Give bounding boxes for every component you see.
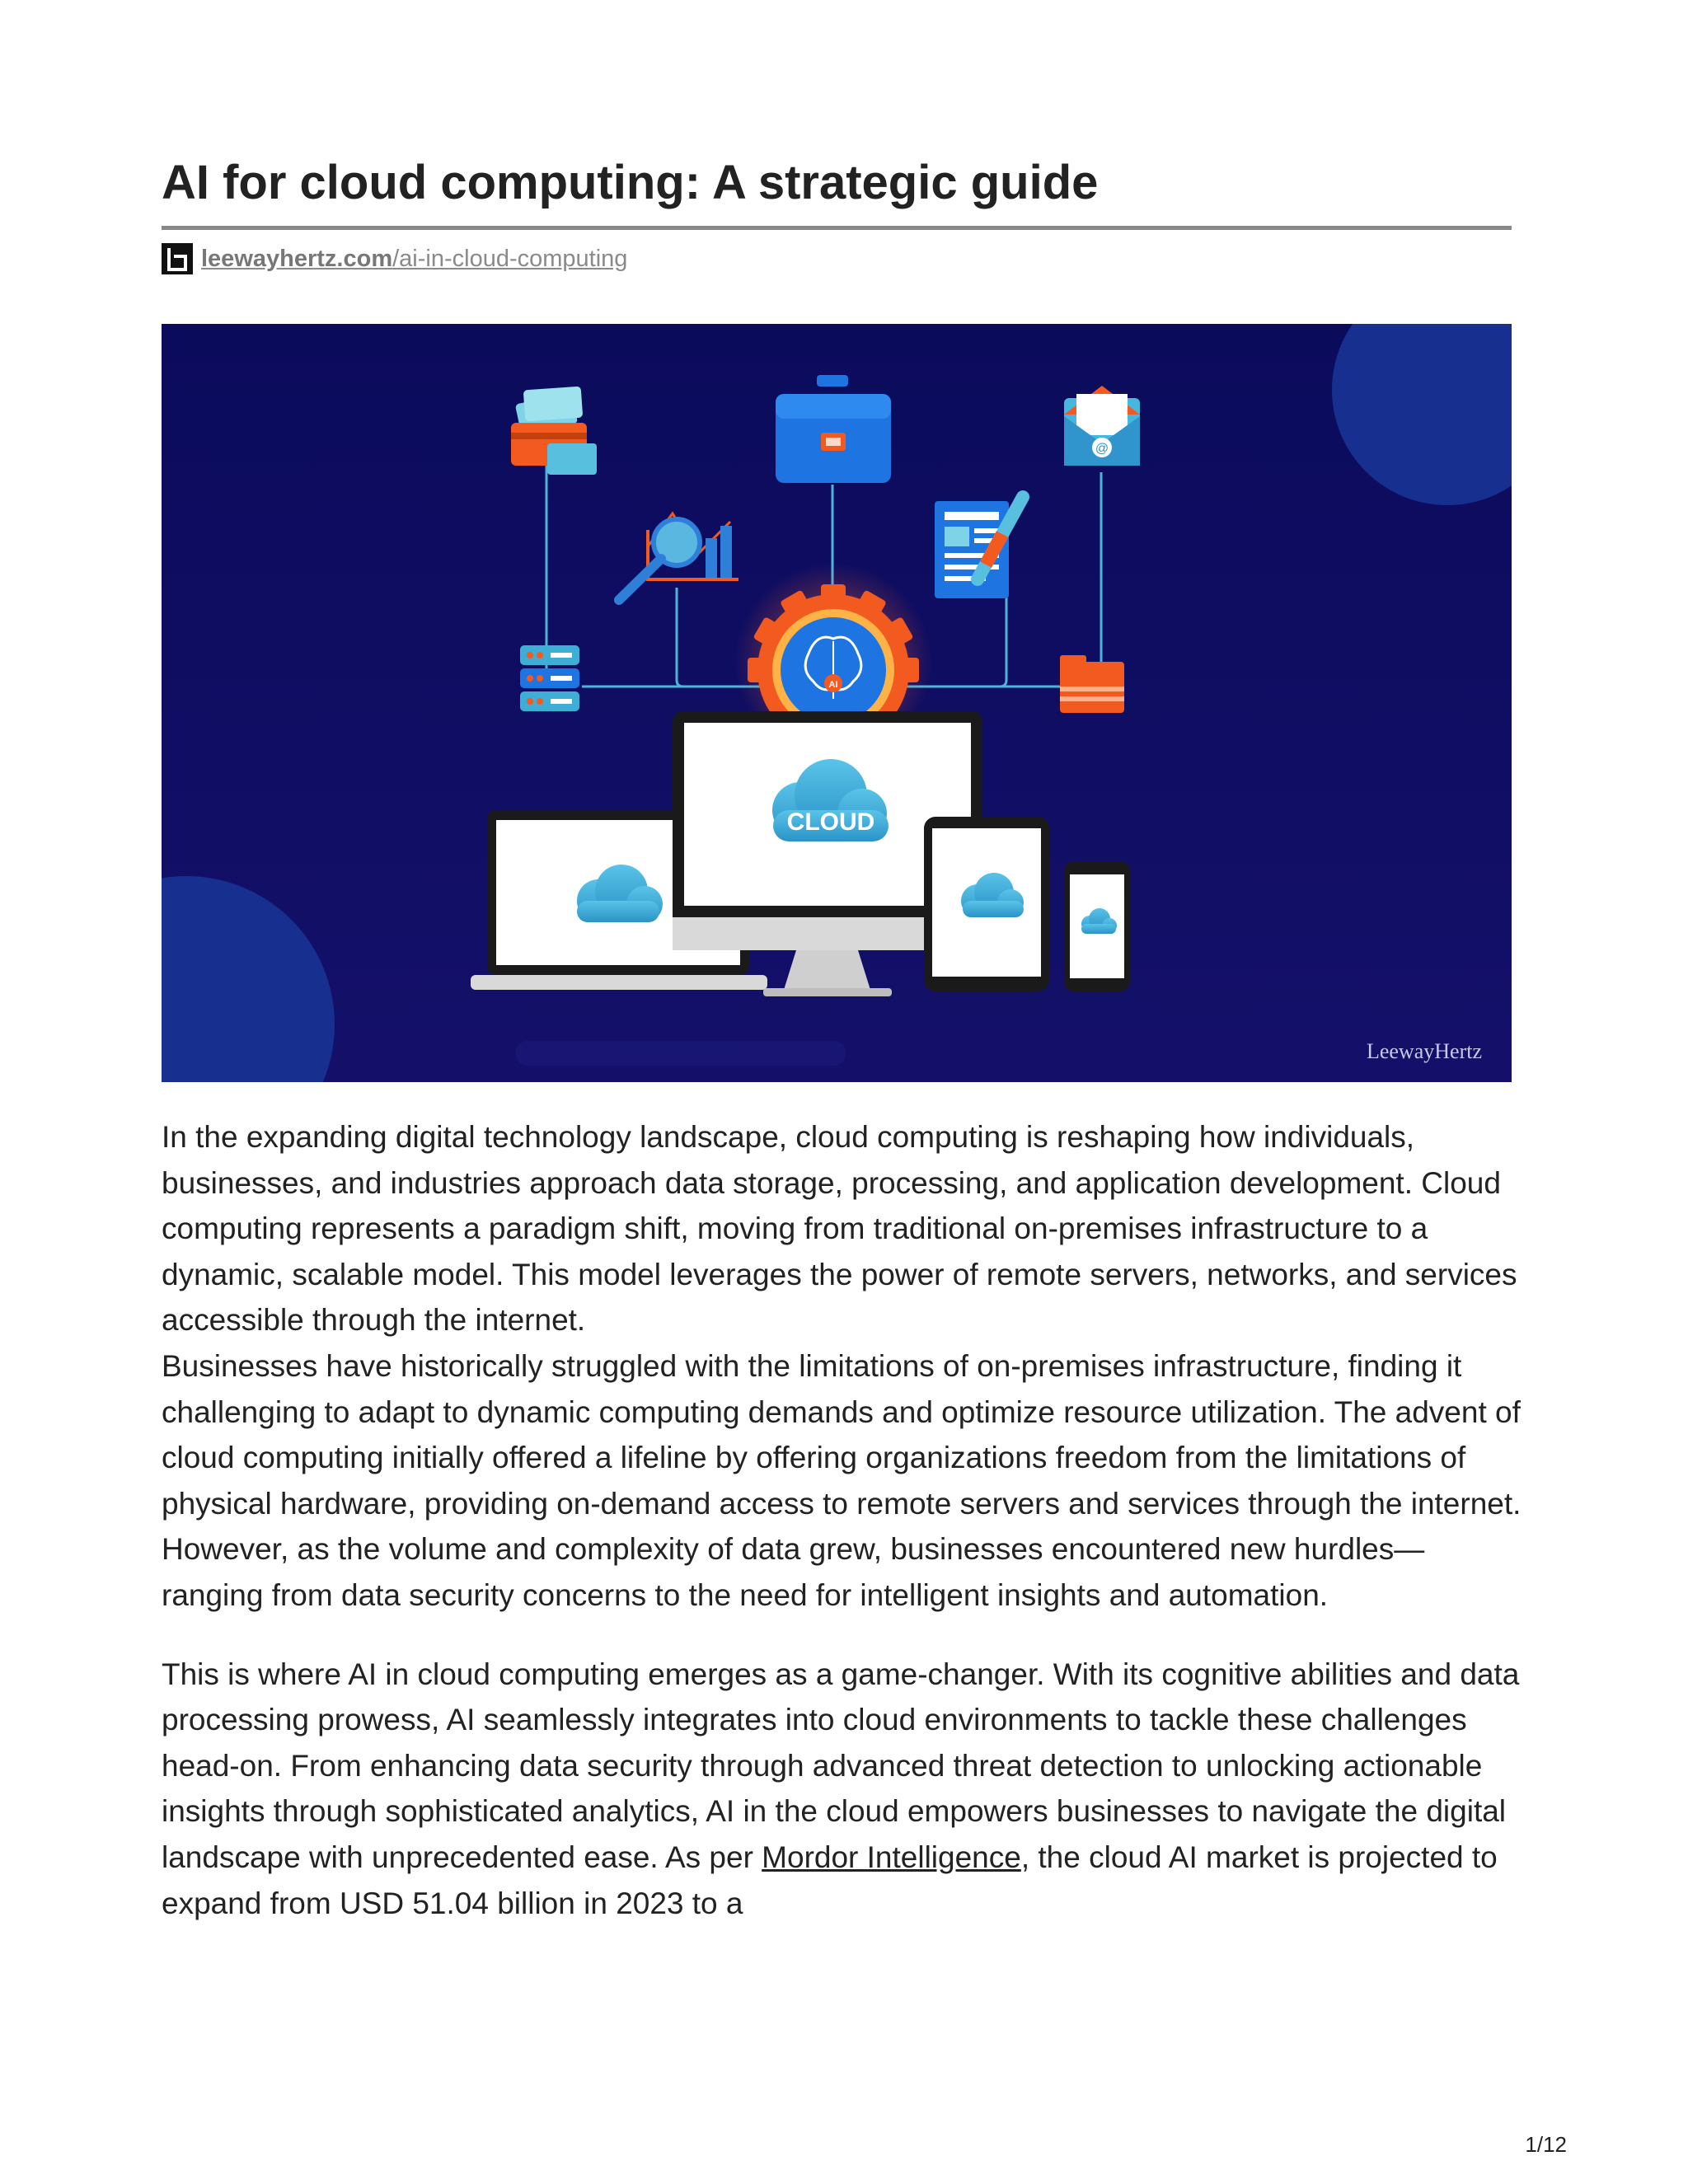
- ai-badge-text: AI: [828, 680, 838, 690]
- source-link[interactable]: [201, 246, 627, 273]
- article-body: [162, 1114, 1522, 1926]
- server-icon: [520, 645, 579, 711]
- paragraph-3-lead: This is where AI in cloud computing emerges as a game-changer. With its cognitive abilities and data processing prowess, AI seamlessly integrates into cloud environments to tackle these challenges head-on. From enhancing data security through advanced threat detection to unlocking actionable insights through sophisticated analytics, AI in the cloud empowers businesses to navigate the digital landscape with unprecedented ease. As per: [162, 1657, 1520, 1874]
- image-watermark: LeewayHertz: [1366, 1039, 1482, 1063]
- mordor-intelligence-link[interactable]: Mordor Intelligence: [762, 1840, 1021, 1874]
- phone-icon: [1064, 861, 1130, 991]
- source-line: [162, 242, 627, 275]
- article-title: AI for cloud computing: A strategic guide: [162, 156, 1099, 209]
- source-domain: leewayhertz.com: [201, 245, 393, 272]
- paragraph-3-tail: , the cloud AI market is projected to expand from USD 51.04 billion in 2023 to a: [162, 1840, 1498, 1920]
- source-path: /ai-in-cloud-computing: [392, 245, 628, 272]
- paragraph-3: [162, 1652, 1522, 1927]
- paragraph-1: In the expanding digital technology landscape, cloud computing is reshaping how individuals, businesses, and industries approach data storage, processing, and application development. Cloud computing represents a paradigm shift, moving from traditional on-premises infrastructure to a dynamic, scalable model. This model leverages the power of remote servers, networks, and services accessible through the internet.: [162, 1120, 1517, 1338]
- cloud-label: CLOUD: [786, 808, 875, 836]
- page-number: 1/12: [1525, 2132, 1567, 2157]
- paragraph-2: Businesses have historically struggled with the limitations of on-premises infrastructure, finding it challenging to adapt to dynamic computing demands and optimize resource utilization. The advent of cloud computing initially offered a lifeline by offering organizations freedom from the limitations of physical hardware, providing on-demand access to remote servers and services through the internet. However, as the volume and complexity of data grew, businesses encountered new hurdles—ranging from data security concerns to the need for intelligent insights and automation.: [162, 1348, 1522, 1612]
- title-divider: [162, 226, 1512, 230]
- svg-text:@: @: [1095, 442, 1109, 456]
- folder-icon: [1060, 655, 1124, 713]
- hero-illustration: [162, 324, 1512, 1082]
- tablet-icon: [924, 817, 1049, 991]
- leewayhertz-logo-icon: [162, 243, 193, 274]
